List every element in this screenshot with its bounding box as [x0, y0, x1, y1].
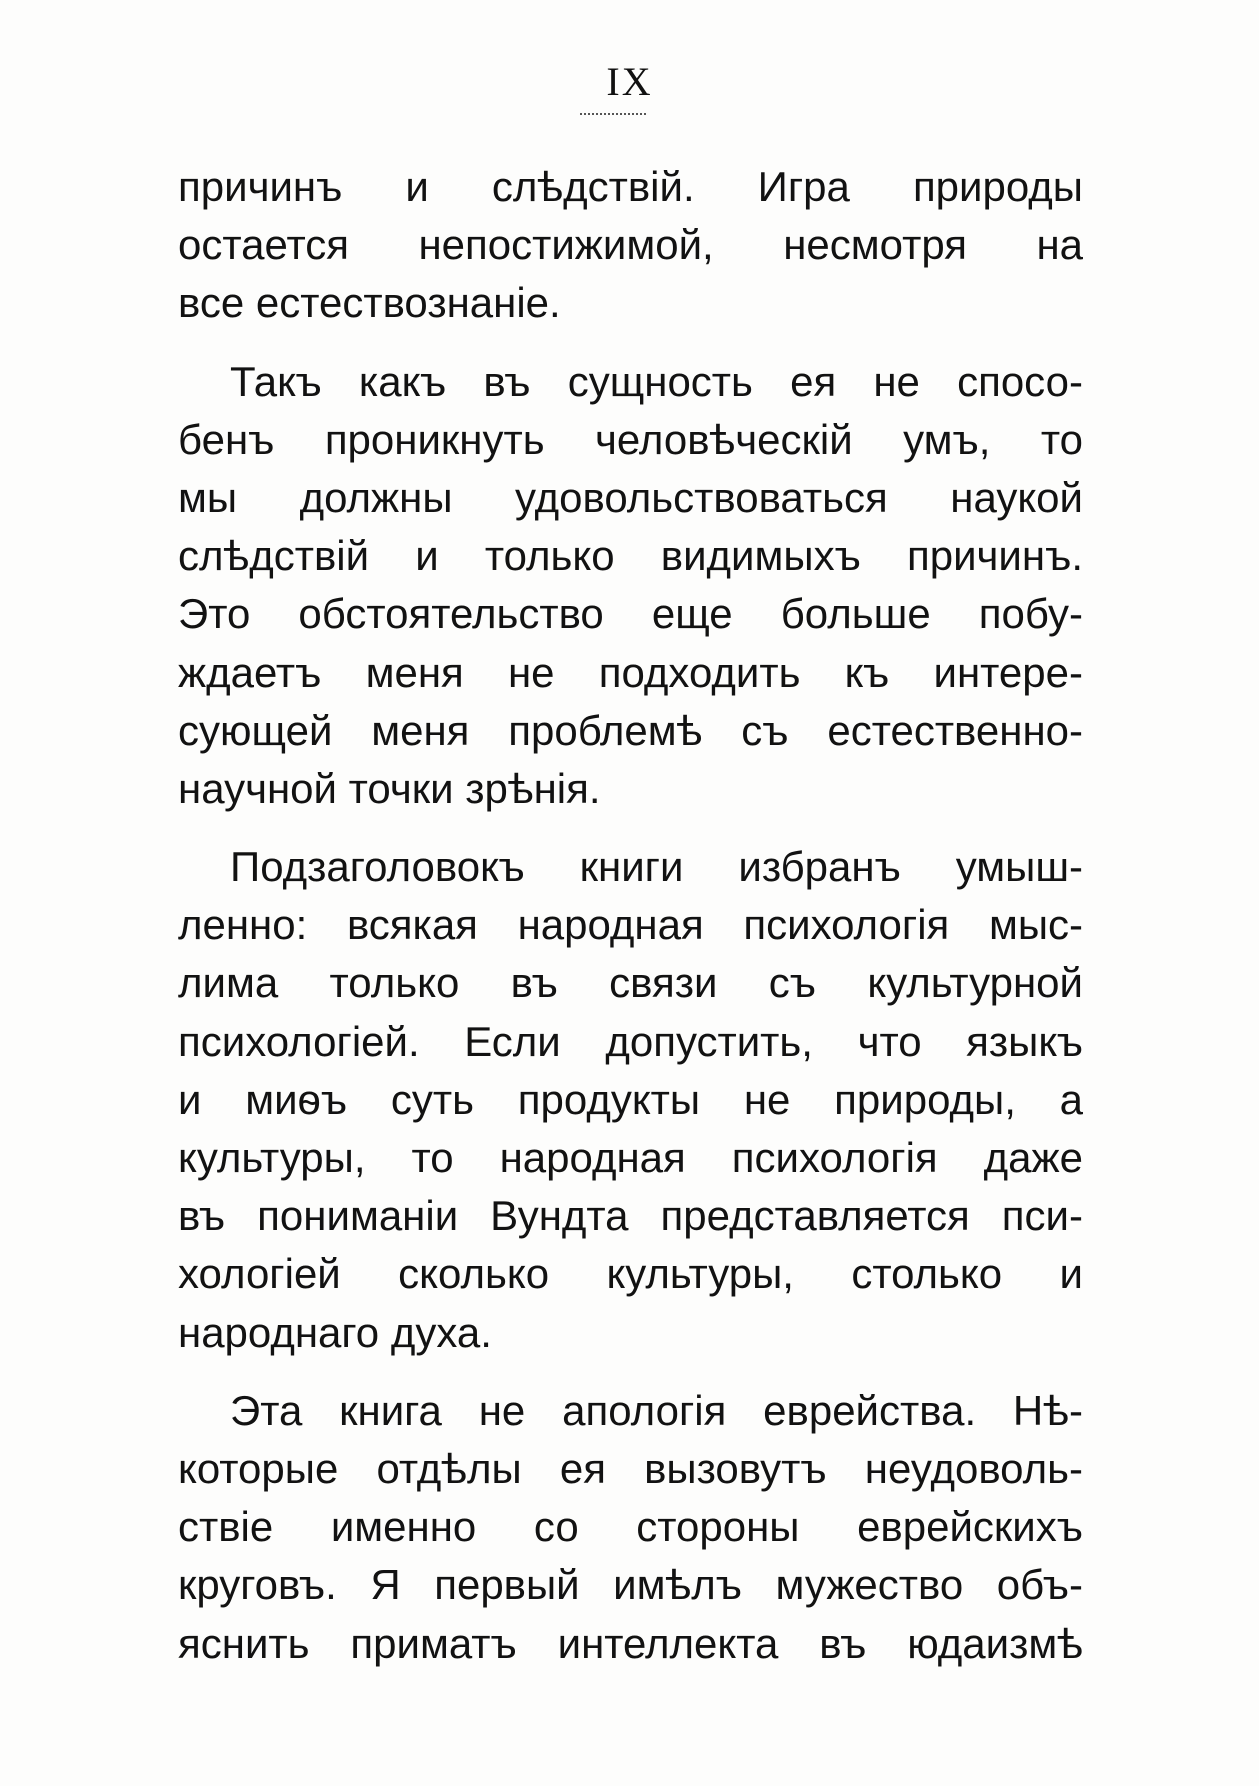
text-line: Это обстоятельство еще больше побу- [178, 590, 1083, 638]
text-line: причинъ и слѣдствій. Игра природы [178, 163, 1083, 210]
text-line: психологіей. Если допустить, что языкъ [178, 1017, 1083, 1065]
text-line: Подзаголовокъ книги избранъ умыш- [230, 843, 1083, 891]
text-line: все естествознаніе. [178, 279, 561, 327]
paragraph [178, 838, 1083, 1362]
text-line: яснить приматъ интеллекта въ юдаизмѣ [178, 1619, 1083, 1667]
text-line: народнаго духа. [178, 1308, 492, 1356]
text-line: Эта книга не апологія еврейства. Нѣ- [230, 1386, 1083, 1434]
text-line: которые отдѣлы ея вызовутъ неудоволь- [178, 1444, 1083, 1492]
text-line: остается непостижимой, несмотря на [178, 221, 1083, 269]
text-line: сующей меня проблемѣ съ естественно- [178, 706, 1083, 754]
text-line: слѣдствій и только видимыхъ причинъ. [178, 532, 1083, 580]
text-line: Такъ какъ въ сущность ея не спосо- [230, 357, 1083, 405]
text-line: круговъ. Я первый имѣлъ мужество объ- [178, 1561, 1083, 1609]
text-line: ствіе именно со стороны еврейскихъ [178, 1503, 1083, 1551]
paragraph-gap [178, 333, 1083, 353]
text-line: культуры, то народная психологія даже [178, 1134, 1083, 1181]
text-line: бенъ проникнуть человѣческій умъ, то [178, 415, 1083, 463]
paragraph [178, 1382, 1083, 1673]
text-line: въ пониманіи Вундта представляется пси- [178, 1192, 1083, 1240]
text-line: научной точки зрѣнія. [178, 764, 601, 812]
text-line: ленно: всякая народная психологія мыс- [178, 901, 1083, 949]
text-line: хологіей сколько культуры, столько и [178, 1250, 1083, 1298]
paragraph-gap [178, 818, 1083, 838]
body-text [178, 158, 1083, 1673]
text-line: мы должны удовольствоваться наукой [178, 473, 1083, 521]
header-rule [580, 113, 646, 115]
paragraph [178, 353, 1083, 819]
paragraph [178, 158, 1083, 333]
text-line: ждаетъ меня не подходить къ интере- [178, 648, 1083, 696]
text-line: и миѳъ суть продукты не природы, а [178, 1075, 1083, 1123]
paragraph-gap [178, 1362, 1083, 1382]
text-line: лима только въ связи съ культурной [178, 959, 1083, 1007]
page-number: IX [606, 59, 653, 104]
